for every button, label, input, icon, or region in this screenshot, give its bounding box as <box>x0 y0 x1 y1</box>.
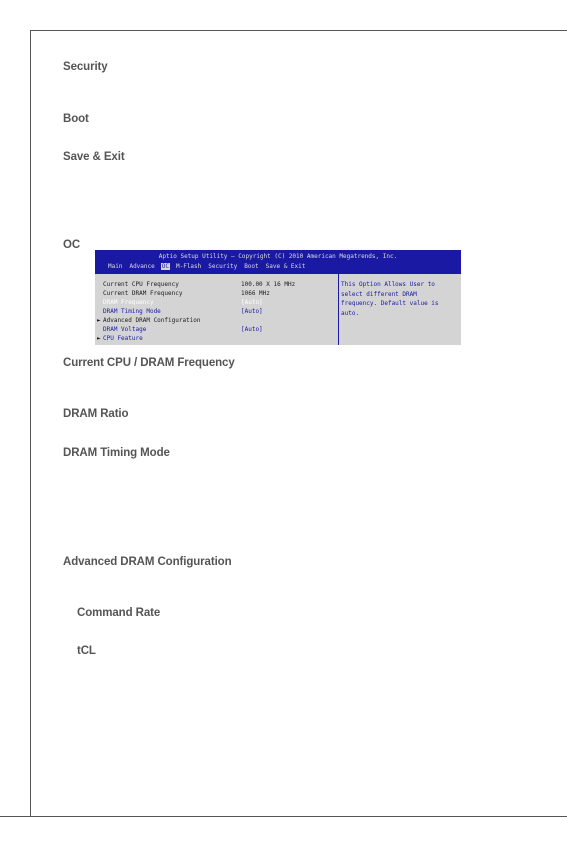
heading-oc: OC <box>63 239 81 251</box>
heading-current-frequency: Current CPU / DRAM Frequency <box>63 357 235 369</box>
bios-menu <box>107 263 306 270</box>
bios-row-dram-frequency[interactable] <box>103 299 263 306</box>
bios-menu-m-flash[interactable]: M-Flash <box>175 263 202 270</box>
heading-advanced-dram-config: Advanced DRAM Configuration <box>63 556 232 568</box>
bios-row-label: DRAM Voltage <box>103 326 147 333</box>
bios-row-dram-timing-mode[interactable] <box>103 308 263 315</box>
bios-menu-oc[interactable]: OC <box>161 263 169 270</box>
bios-row-value[interactable]: [Auto] <box>241 308 263 315</box>
submenu-arrow-icon: ► <box>97 317 101 324</box>
bios-screenshot <box>95 250 461 345</box>
bios-row-label: DRAM Timing Mode <box>103 308 161 315</box>
bios-menu-advance[interactable]: Advance <box>129 263 155 270</box>
bios-row-label: Advanced DRAM Configuration <box>103 317 201 324</box>
bios-row-value: 1066 MHz <box>241 290 270 297</box>
submenu-arrow-icon: ► <box>97 335 101 342</box>
bios-divider <box>338 273 339 345</box>
bios-row-dram-frequency-current <box>103 290 270 297</box>
bios-title: Aptio Setup Utility – Copyright (C) 2010 American Megatrends, Inc. <box>158 253 398 260</box>
page-frame-bottom <box>0 816 567 817</box>
bios-menu-main[interactable]: Main <box>108 263 123 270</box>
bios-row-value[interactable]: [Auto] <box>241 299 263 306</box>
heading-command-rate: Command Rate <box>77 607 161 619</box>
bios-row-value[interactable]: [Auto] <box>241 326 263 333</box>
bios-title-bar <box>95 250 461 273</box>
bios-row-label: Current CPU Frequency <box>103 281 179 288</box>
bios-row-value: 100.00 X 16 MHz <box>241 281 296 288</box>
bios-help-text: This Option Allows User to select different DRAM frequency. Default value is auto. <box>341 281 439 317</box>
page-frame-left <box>30 30 31 816</box>
page-frame-top <box>30 30 567 31</box>
bios-row-advanced-dram-config[interactable] <box>97 317 241 324</box>
bios-row-dram-voltage[interactable] <box>103 326 263 333</box>
bios-row-label: Current DRAM Frequency <box>103 290 183 297</box>
heading-dram-ratio: DRAM Ratio <box>63 408 129 420</box>
bios-row-cpu-frequency <box>103 281 295 288</box>
heading-save-exit: Save & Exit <box>63 151 125 163</box>
bios-menu-boot[interactable]: Boot <box>244 263 259 270</box>
heading-security: Security <box>63 61 108 73</box>
heading-dram-timing-mode: DRAM Timing Mode <box>63 447 170 459</box>
bios-menu-save-exit[interactable]: Save & Exit <box>265 263 306 270</box>
bios-row-cpu-feature[interactable] <box>97 335 241 342</box>
bios-row-label: DRAM Frequency <box>103 299 154 306</box>
bios-menu-security[interactable]: Security <box>208 263 238 270</box>
bios-row-label: CPU Feature <box>103 335 143 342</box>
heading-tcl: tCL <box>77 645 96 657</box>
heading-boot: Boot <box>63 113 89 125</box>
